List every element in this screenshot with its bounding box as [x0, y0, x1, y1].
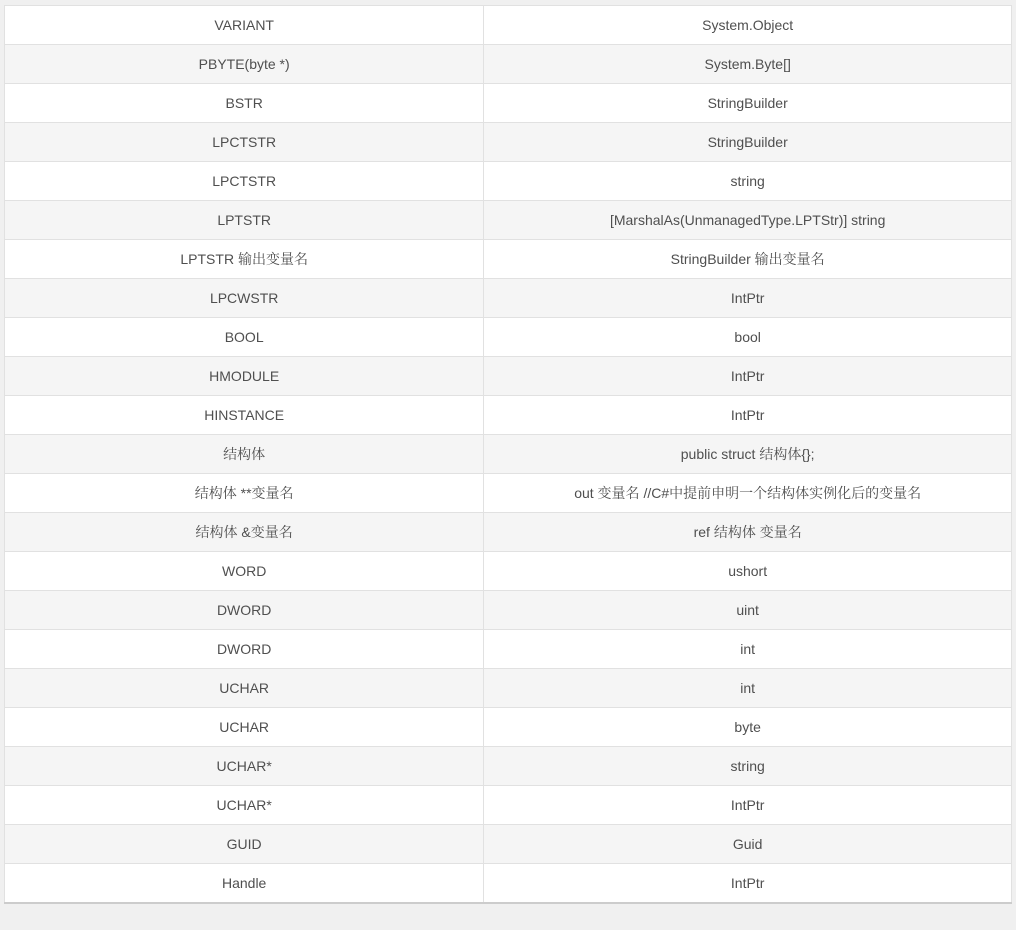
- native-type-cell: Handle: [5, 864, 484, 903]
- csharp-type-cell: [MarshalAs(UnmanagedType.LPTStr)] string: [484, 201, 1012, 240]
- native-type-cell: LPTSTR: [5, 201, 484, 240]
- csharp-type-cell: int: [484, 630, 1012, 669]
- table-row: [5, 123, 1012, 162]
- native-type-cell: BOOL: [5, 318, 484, 357]
- native-type-cell: DWORD: [5, 591, 484, 630]
- native-type-cell: 结构体 &变量名: [5, 513, 484, 552]
- type-mapping-table: [4, 5, 1012, 904]
- csharp-type-cell: bool: [484, 318, 1012, 357]
- native-type-cell: LPCTSTR: [5, 123, 484, 162]
- native-type-cell: HINSTANCE: [5, 396, 484, 435]
- csharp-type-cell: StringBuilder 输出变量名: [484, 240, 1012, 279]
- type-mapping-table-body: [5, 6, 1012, 903]
- csharp-type-cell: byte: [484, 708, 1012, 747]
- csharp-type-cell: out 变量名 //C#中提前申明一个结构体实例化后的变量名: [484, 474, 1012, 513]
- table-row: [5, 747, 1012, 786]
- table-row: [5, 279, 1012, 318]
- csharp-type-cell: public struct 结构体{};: [484, 435, 1012, 474]
- csharp-type-cell: uint: [484, 591, 1012, 630]
- csharp-type-cell: StringBuilder: [484, 123, 1012, 162]
- csharp-type-cell: int: [484, 669, 1012, 708]
- table-row: [5, 357, 1012, 396]
- csharp-type-cell: IntPtr: [484, 864, 1012, 903]
- table-row: [5, 591, 1012, 630]
- csharp-type-cell: ushort: [484, 552, 1012, 591]
- csharp-type-cell: ref 结构体 变量名: [484, 513, 1012, 552]
- csharp-type-cell: Guid: [484, 825, 1012, 864]
- table-row: [5, 84, 1012, 123]
- table-row: [5, 318, 1012, 357]
- csharp-type-cell: IntPtr: [484, 786, 1012, 825]
- table-row: [5, 513, 1012, 552]
- table-row: [5, 825, 1012, 864]
- csharp-type-cell: string: [484, 747, 1012, 786]
- table-row: [5, 630, 1012, 669]
- native-type-cell: PBYTE(byte *): [5, 45, 484, 84]
- native-type-cell: 结构体: [5, 435, 484, 474]
- table-row: [5, 864, 1012, 903]
- native-type-cell: UCHAR: [5, 669, 484, 708]
- native-type-cell: 结构体 **变量名: [5, 474, 484, 513]
- native-type-cell: BSTR: [5, 84, 484, 123]
- table-row: [5, 435, 1012, 474]
- csharp-type-cell: IntPtr: [484, 357, 1012, 396]
- table-row: [5, 201, 1012, 240]
- table-row: [5, 240, 1012, 279]
- native-type-cell: UCHAR*: [5, 786, 484, 825]
- table-row: [5, 6, 1012, 45]
- native-type-cell: LPCTSTR: [5, 162, 484, 201]
- table-row: [5, 669, 1012, 708]
- native-type-cell: GUID: [5, 825, 484, 864]
- native-type-cell: LPTSTR 输出变量名: [5, 240, 484, 279]
- native-type-cell: HMODULE: [5, 357, 484, 396]
- native-type-cell: WORD: [5, 552, 484, 591]
- csharp-type-cell: System.Byte[]: [484, 45, 1012, 84]
- table-row: [5, 552, 1012, 591]
- native-type-cell: VARIANT: [5, 6, 484, 45]
- csharp-type-cell: StringBuilder: [484, 84, 1012, 123]
- table-row: [5, 474, 1012, 513]
- table-row: [5, 708, 1012, 747]
- native-type-cell: UCHAR: [5, 708, 484, 747]
- table-row: [5, 45, 1012, 84]
- table-row: [5, 786, 1012, 825]
- csharp-type-cell: string: [484, 162, 1012, 201]
- csharp-type-cell: IntPtr: [484, 396, 1012, 435]
- table-row: [5, 396, 1012, 435]
- native-type-cell: LPCWSTR: [5, 279, 484, 318]
- native-type-cell: UCHAR*: [5, 747, 484, 786]
- csharp-type-cell: System.Object: [484, 6, 1012, 45]
- csharp-type-cell: IntPtr: [484, 279, 1012, 318]
- table-row: [5, 162, 1012, 201]
- native-type-cell: DWORD: [5, 630, 484, 669]
